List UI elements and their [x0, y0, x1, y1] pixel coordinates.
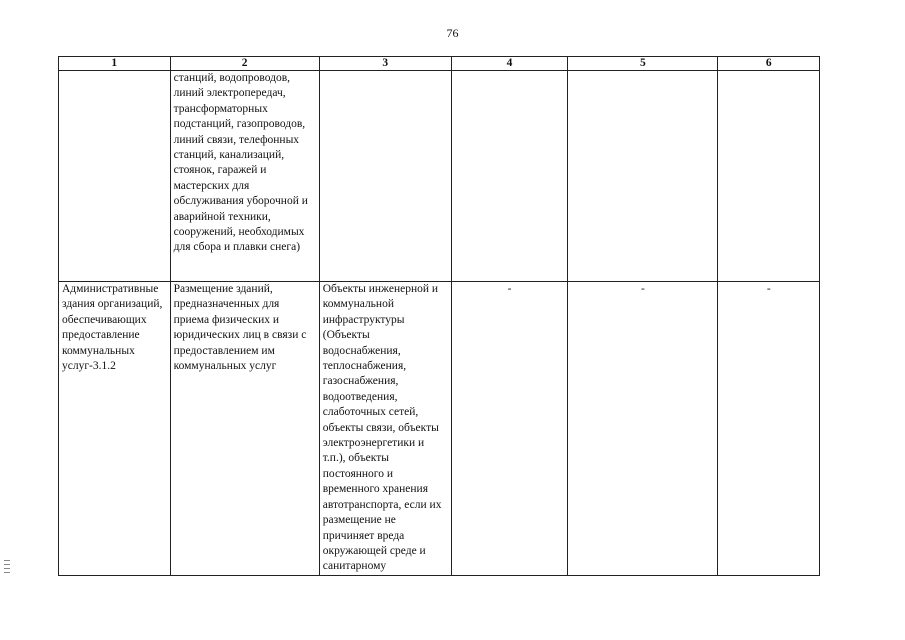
table-cell	[568, 71, 718, 282]
header-cell-2: 2	[170, 57, 319, 71]
margin-marks	[4, 560, 10, 576]
header-cell-3: 3	[319, 57, 451, 71]
table-cell	[451, 71, 568, 282]
table-cell	[59, 71, 171, 282]
header-cell-6: 6	[718, 57, 820, 71]
table-row	[59, 282, 820, 576]
table-cell: станций, водопроводов, линий электропередач, трансформаторных подстанций, газопроводов, линий связи, телефонных станций, канализаций, стоянок, гаражей и мастерских для обслуживания уборочной и аварийной техники, сооружений, необходимых для сбора и плавки снега)	[170, 71, 319, 282]
header-row	[59, 57, 820, 71]
table-cell	[319, 71, 451, 282]
header-cell-1: 1	[59, 57, 171, 71]
header-cell-4: 4	[451, 57, 568, 71]
table-cell: Административные здания организаций, обеспечивающих предоставление коммунальных услуг-3.1.2	[59, 282, 171, 576]
table-cell: -	[568, 282, 718, 576]
table-row	[59, 71, 820, 282]
page-number: 76	[446, 26, 459, 40]
table-cell: -	[451, 282, 568, 576]
table-cell: Объекты инженерной и коммунальной инфраструктуры (Объекты водоснабжения, теплоснабжения, газоснабжения, водоотведения, слаботочных сетей, объекты связи, объекты электроэнергетики и т.п.), объекты постоянного и временного хранения автотранспорта, если их размещение не причиняет вреда окружающей среде и санитарному	[319, 282, 451, 576]
table-cell	[718, 71, 820, 282]
header-cell-5: 5	[568, 57, 718, 71]
table-cell: -	[718, 282, 820, 576]
zoning-table	[58, 56, 820, 576]
table-cell: Размещение зданий, предназначенных для приема физических и юридических лиц в связи с предоставлением им коммунальных услуг	[170, 282, 319, 576]
